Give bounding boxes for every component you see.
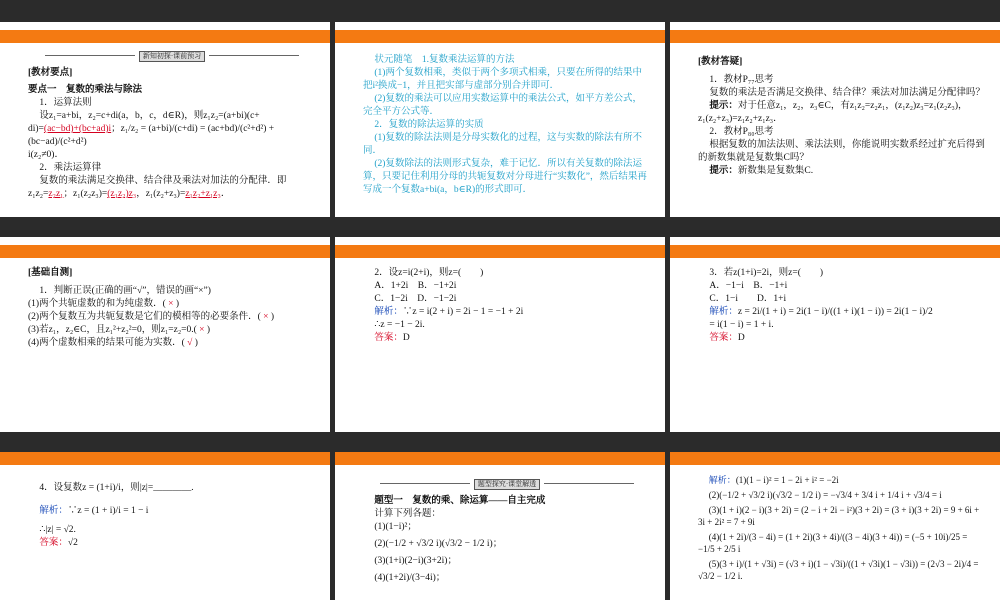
answer-mark: × <box>263 312 269 322</box>
section-tag: 题型探究·课堂解透 <box>474 479 540 490</box>
slide-header-bar <box>670 30 1000 43</box>
solution-label: 解析： <box>374 307 403 317</box>
solution-text: (3)(1 + i)(2 − i)(3 + 2i) = (2 − i + 2i − i²)(3 + 2i) = (3 + i)(3 + 2i) = 9 + 6i + 3i + 2i² = 7 + 9i <box>698 505 980 527</box>
solution-text: (4)(1 + 2i)/(3 − 4i) = (1 + 2i)(3 + 4i)/((3 − 4i)(3 + 4i)) = (−5 + 10i)/25 = −1/5 + 2/5 i <box>698 532 968 554</box>
rule-desc: 复数的乘法满足交换律、结合律及乘法对加法的分配律．即 <box>39 176 287 186</box>
grid-divider <box>0 225 1000 237</box>
answer-label: 答案： <box>374 333 403 343</box>
solution-text: (5)(3 + i)/(1 + √3i) = (√3 + i)(1 − √3i)/((1 + √3i)(1 − √3i)) = (2√3 − 2i)/4 = √3/2 − 1/2 i. <box>698 559 979 581</box>
slide-footer-bar <box>0 217 330 225</box>
question-text: 3．若z(1+i)=2i，则z=( ) <box>709 268 824 278</box>
solution-text: z = 2i/(1 + i) = 2i(1 − i)/((1 + i)(1 − i)) = 2i(1 − i)/2 <box>737 307 933 317</box>
hint-label: 提示： <box>709 101 738 111</box>
solution-text: ∵z = (1 + i)/i = 1 − i <box>67 506 149 516</box>
top-toolbar <box>0 0 1000 22</box>
hint-text: 新数集是复数集C. <box>737 166 814 176</box>
hint-label: 提示： <box>709 166 738 176</box>
slide-header-bar <box>0 245 330 258</box>
section-heading: [教材要点] <box>28 68 73 78</box>
formula-line: i(z₂≠0)． <box>28 150 64 160</box>
exercise-item: (4)(1+2i)/(3−4i)； <box>374 573 446 583</box>
options-line: C．1−2i D．−1−2i <box>374 294 457 304</box>
section-heading: [教材答疑] <box>698 57 743 67</box>
slide-thumbnail-8[interactable] <box>335 452 665 600</box>
exercise-item: (3)(1+i)(2−i)(3+2i)； <box>374 556 457 566</box>
answer-blank: (z₁z₂)z₃ <box>107 189 137 199</box>
answer-value: √2 <box>67 538 78 548</box>
answer-label: 答案： <box>39 538 68 548</box>
solution-text: (2)(−1/2 + √3/2 i)(√3/2 − 1/2 i) = −√3/4 + 3/4 i + 1/4 i + √3/4 = i <box>708 490 942 500</box>
rule-title: 2．乘法运算律 <box>39 163 102 173</box>
answer-mark: × <box>168 299 174 309</box>
question-title: 2．教材P₈₀思考 <box>709 127 774 137</box>
slide-footer-bar <box>335 217 665 225</box>
slide-thumbnail-6[interactable] <box>670 245 1000 440</box>
note-paragraph: (2)复数的乘法可以应用实数运算中的乘法公式，如平方差公式，完全平方公式等． <box>363 94 642 117</box>
slide-header-bar <box>670 245 1000 258</box>
note-paragraph: (2)复数除法的法则形式复杂，难于记忆．所以有关复数的除法运算，只要记住利用分母的共轭复数对分母进行“实数化”，然后结果再写成一个复数a+bi(a，b∈R)的形式即可． <box>363 159 647 195</box>
slide-header-bar <box>335 30 665 43</box>
answer-blank: z₂z₁ <box>48 189 64 199</box>
exercise-item: (3)若z₁，z₂∈C，且z₁²+z₂²=0，则z₁=z₂=0.( × ) <box>28 325 211 335</box>
slide-header-bar <box>0 30 330 43</box>
answer-value: D <box>737 333 745 343</box>
exercise-item: (1)两个共轭虚数的和为纯虚数．( × ) <box>28 299 180 309</box>
solution-text: ∵z = i(2 + i) = 2i − 1 = −1 + 2i <box>402 307 524 317</box>
question-text: 2．设z=i(2+i)，则z=( ) <box>374 268 484 278</box>
options-line: A．−1−i B．−1+i <box>709 281 788 291</box>
answer-blank: z₁z₂+z₁z₃ <box>185 189 221 199</box>
question-text: 4．设复数z = (1+i)/i，则|z|=________. <box>39 483 194 493</box>
slide-thumbnail-4[interactable] <box>0 245 330 440</box>
slide-thumbnail-2[interactable] <box>335 30 665 225</box>
solution-label: 解析： <box>708 475 736 485</box>
options-line: A．1+2i B．−1+2i <box>374 281 457 291</box>
formula-line: di)=(ac−bd)+(bc+ad)i；z₁/z₂ = (a+bi)/(c+di) = (ac+bd)/(c²+d²) + (bc−ad)/(c²+d²) <box>28 124 275 147</box>
grid-divider <box>0 440 1000 452</box>
section-tag: 新知初探·课前预习 <box>139 51 205 62</box>
slide-thumbnail-1[interactable] <box>0 30 330 225</box>
hint-text: 对于任意z₁，z₂，z₃∈C，有z₁z₂=z₂z₁，(z₁z₂)z₃=z₁(z₂z₃)，z₁(z₂+z₃)=z₁z₂+z₁z₃． <box>698 101 968 124</box>
answer-mark: √ <box>187 338 193 348</box>
section-heading: [基础自测] <box>28 268 73 278</box>
answer-value: D <box>402 333 410 343</box>
note-title: 2．复数的除法运算的实质 <box>374 120 484 130</box>
slide-footer-bar <box>670 217 1000 225</box>
slide-thumbnail-7[interactable] <box>0 452 330 600</box>
exercise-intro: 1．判断正误(正确的画“√”，错误的画“×”) <box>39 286 211 296</box>
answer-label: 答案： <box>709 333 738 343</box>
slide-header-bar <box>670 452 1000 465</box>
solution-text: ∴|z| = √2. <box>39 525 76 535</box>
slide-header-bar <box>335 452 665 465</box>
answer-mark: × <box>199 325 205 335</box>
topic-title: 题型一 复数的乘、除运算——自主完成 <box>374 496 546 506</box>
slide-thumbnail-9[interactable] <box>670 452 1000 600</box>
question-text: 复数的乘法是否满足交换律、结合律？乘法对加法满足分配律吗？ <box>709 88 985 98</box>
slide-footer-bar <box>335 432 665 440</box>
note-title: 状元随笔 1.复数乘法运算的方法 <box>374 55 515 65</box>
topic-subtitle: 计算下列各题： <box>374 509 441 519</box>
formula-line: 设z₁=a+bi，z₂=c+di(a，b，c，d∈R)，则z₁z₂=(a+bi)(c+ <box>39 111 260 121</box>
law-line: z₁z₂=z₂z₁；z₁(z₂z₃)=(z₁z₂)z₃，z₁(z₂+z₃)=z₁z₂+z₁z₃． <box>28 189 231 199</box>
solution-label: 解析： <box>39 506 68 516</box>
point-title: 要点一 复数的乘法与除法 <box>28 85 143 95</box>
solution-text: (1)(1 − i)² = 1 − 2i + i² = −2i <box>735 475 839 485</box>
rule-title: 1．运算法则 <box>39 98 92 108</box>
solution-text: = i(1 − i) = 1 + i. <box>709 320 774 330</box>
answer-blank: (ac−bd)+(bc+ad)i <box>43 124 112 134</box>
solution-label: 解析： <box>709 307 738 317</box>
question-text: 根据复数的加法法则、乘法法则，你能说明实数系经过扩充后得到的新数集就是复数集C吗？ <box>698 140 985 163</box>
slide-footer-bar <box>0 432 330 440</box>
exercise-item: (4)两个虚数相乘的结果可能为实数．( √ ) <box>28 338 198 348</box>
note-paragraph: (1)复数的除法法则是分母实数化的过程，这与实数的除法有所不同． <box>363 133 642 156</box>
exercise-item: (1)(1−i)²； <box>374 522 417 532</box>
slide-thumbnail-3[interactable] <box>670 30 1000 225</box>
slide-header-bar <box>0 452 330 465</box>
question-title: 1．教材P₇₇思考 <box>709 75 774 85</box>
note-paragraph: (1)两个复数相乘，类似于两个多项式相乘，只要在所得的结果中把i²换成−1，并且把实部与虚部分别合并即可． <box>363 68 642 91</box>
slide-header-bar <box>335 245 665 258</box>
slide-footer-bar <box>670 432 1000 440</box>
solution-text: ∴z = −1 − 2i. <box>374 320 425 330</box>
slide-thumbnail-5[interactable] <box>335 245 665 440</box>
options-line: C．1−i D．1+i <box>709 294 787 304</box>
exercise-item: (2)(−1/2 + √3/2 i)(√3/2 − 1/2 i)； <box>374 539 503 549</box>
exercise-item: (2)两个复数互为共轭复数是它们的模相等的必要条件．( × ) <box>28 312 275 322</box>
